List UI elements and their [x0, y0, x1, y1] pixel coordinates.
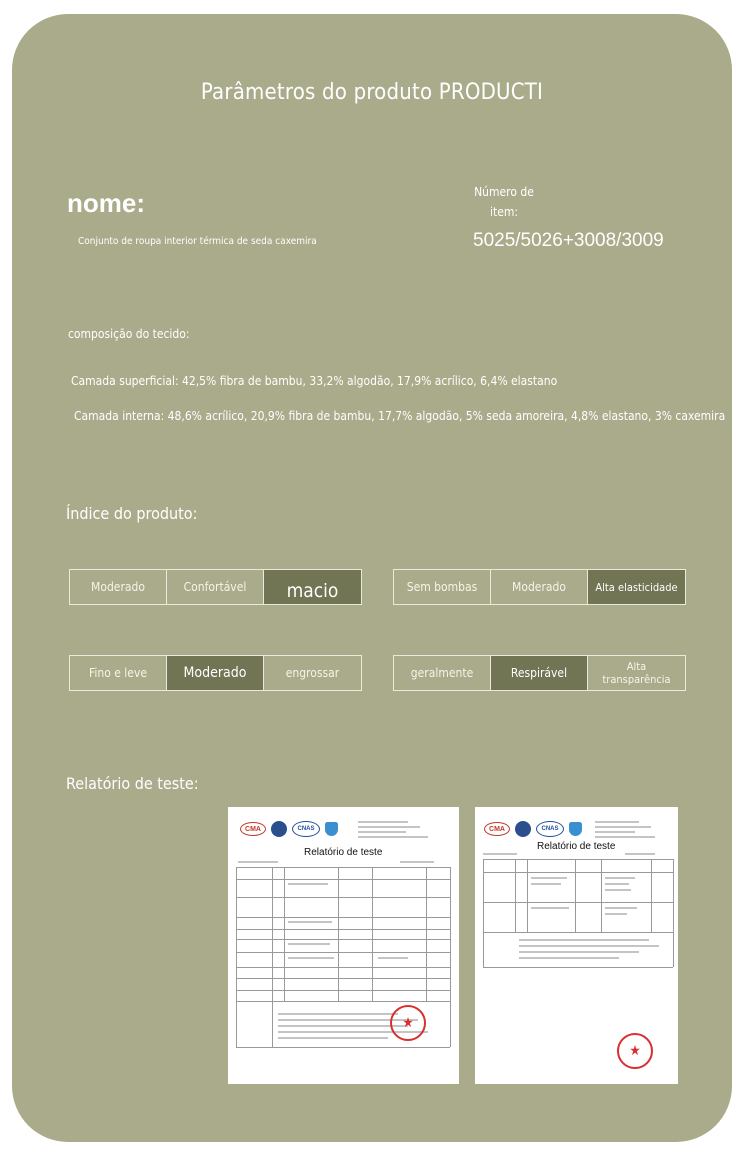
product-name-value: Conjunto de roupa interior térmica de seda caxemira [78, 236, 317, 247]
composition-label: composição do tecido: [68, 327, 190, 341]
scale-option-selected: Alta elasticidade [588, 570, 685, 604]
scale-option: engrossar [285, 666, 340, 680]
product-name-label: nome: [67, 188, 145, 218]
test-report-document [475, 807, 678, 1084]
product-index-label: Índice do produto: [66, 504, 198, 523]
thickness-scale [69, 655, 362, 691]
scale-option: Moderado [491, 570, 588, 604]
page-title: Parâmetros do produto PRODUCTI [200, 80, 544, 105]
test-report-document [228, 807, 459, 1084]
certification-logos [484, 821, 582, 837]
report-title: Relatório de teste [537, 841, 616, 852]
elasticity-scale [393, 569, 686, 605]
softness-scale [69, 569, 362, 605]
scale-option: Sem bombas [394, 570, 491, 604]
scale-option: Alta transparência [602, 660, 671, 686]
cma-logo-icon: CMA [240, 822, 266, 836]
cnas-logo-icon: CNAS [536, 821, 564, 837]
test-report-label: Relatório de teste: [66, 774, 199, 793]
report-title: Relatório de teste [304, 847, 383, 858]
scale-option: Moderado [70, 570, 167, 604]
scale-option-selected: macio [264, 570, 361, 604]
scale-option: Fino e leve [70, 656, 167, 690]
scale-option-selected: Respirável [491, 656, 588, 690]
red-seal-stamp-icon: ★ [617, 1033, 653, 1069]
certification-logos [240, 821, 338, 837]
shield-logo-icon [569, 822, 582, 836]
composition-inner-layer: Camada interna: 48,6% acrílico, 20,9% fibra de bambu, 17,7% algodão, 5% seda amoreira, 4,8% elastano, 3% caxemira [74, 409, 726, 423]
ilac-logo-icon [515, 821, 531, 837]
shield-logo-icon [325, 822, 338, 836]
item-number-value: 5025/5026+3008/3009 [473, 230, 664, 251]
scale-option-selected: Moderado [167, 656, 264, 690]
product-parameters-card [12, 14, 732, 1142]
scale-option: geralmente [394, 656, 491, 690]
item-number-label: Número de item: [474, 185, 534, 219]
scale-option: Confortável [167, 570, 264, 604]
red-seal-stamp-icon: ★ [390, 1005, 426, 1041]
cma-logo-icon: CMA [484, 822, 510, 836]
composition-surface-layer: Camada superficial: 42,5% fibra de bambu, 33,2% algodão, 17,9% acrílico, 6,4% elastano [71, 374, 558, 388]
breathability-scale [393, 655, 686, 691]
cnas-logo-icon: CNAS [292, 821, 320, 837]
ilac-logo-icon [271, 821, 287, 837]
